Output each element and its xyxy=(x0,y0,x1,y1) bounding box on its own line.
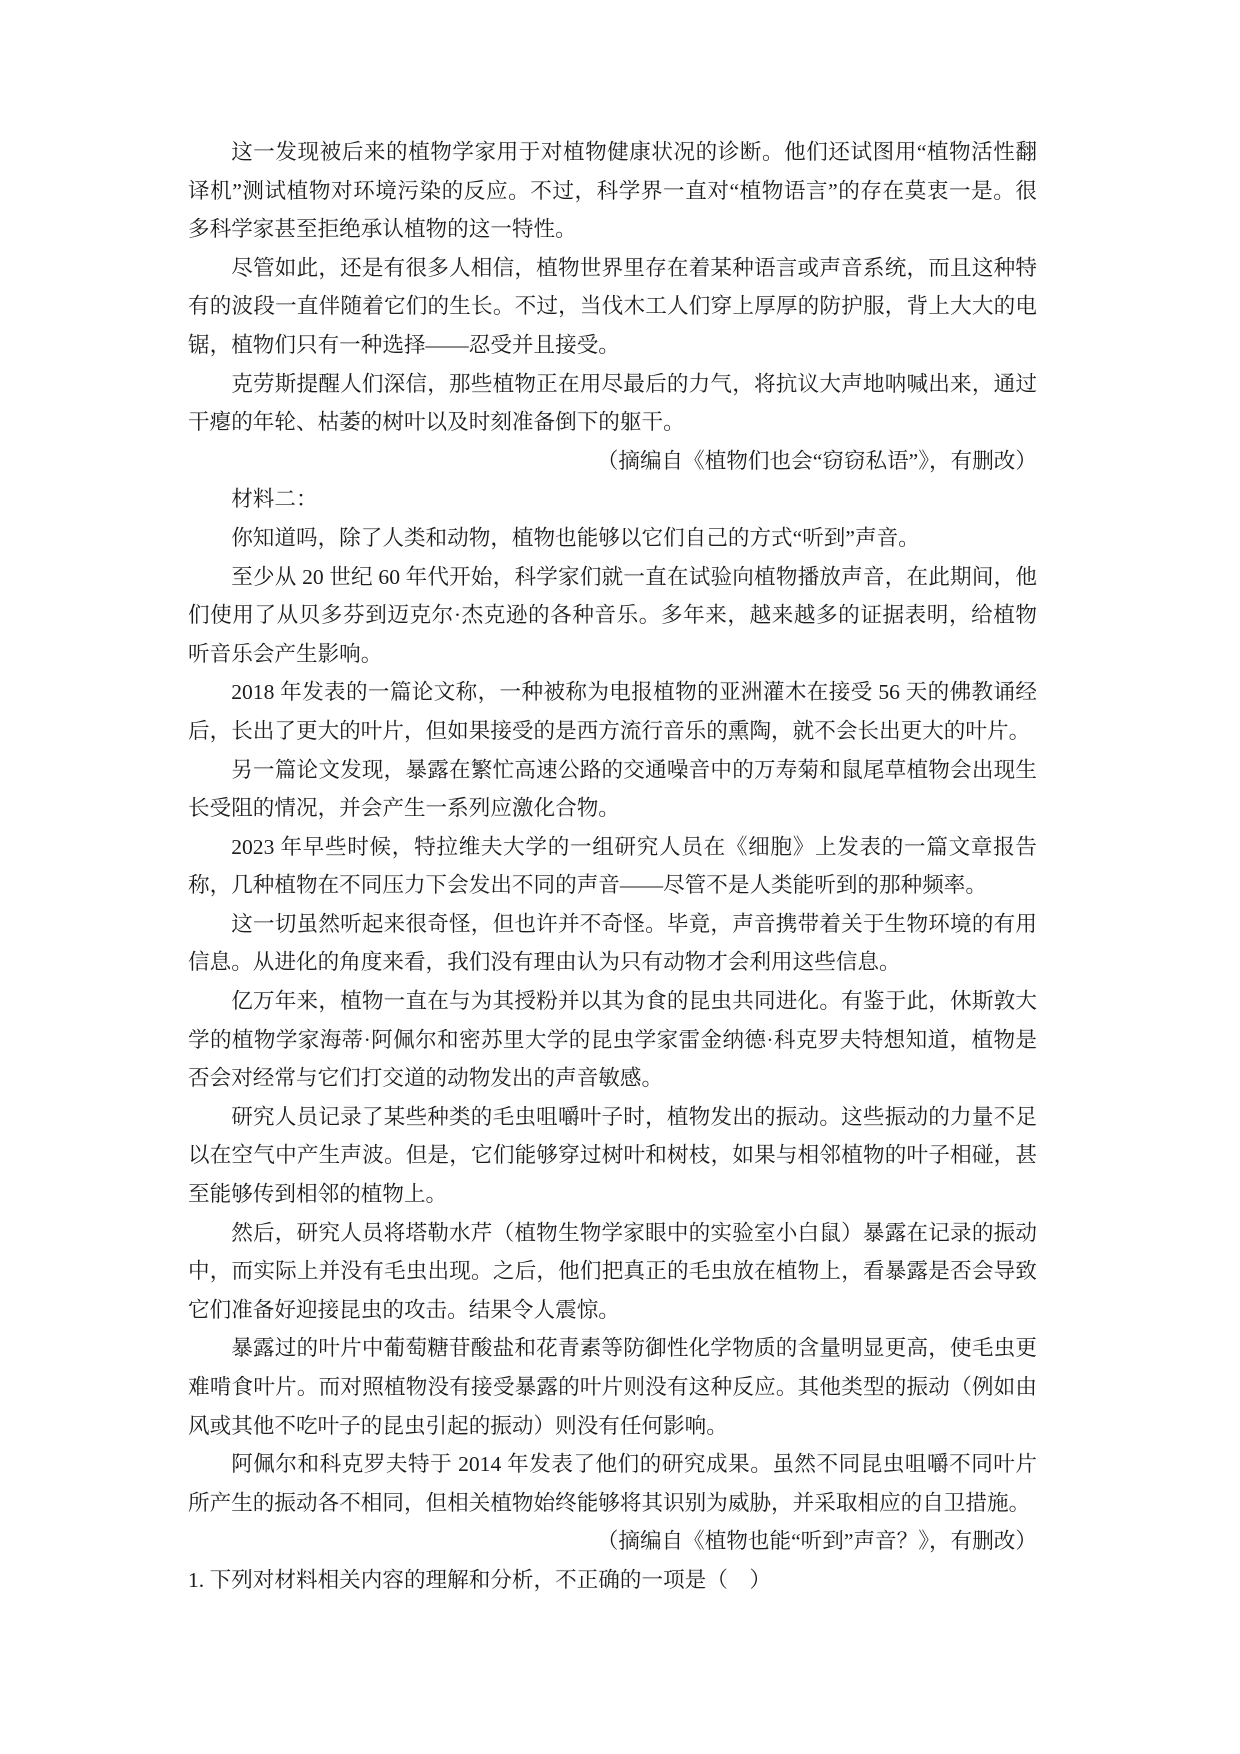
material-two-source: （摘编自《植物也能“听到”声音？》，有删改） xyxy=(596,1529,1037,1554)
material-one-source: （摘编自《植物们也会“窃窃私语”》，有删改） xyxy=(596,448,1037,473)
material-two-paragraph-10: 暴露过的叶片中葡萄糖苷酸盐和花青素等防御性化学物质的含量明显更高，使毛虫更难啃食叶片。而对照植物没有接受暴露的叶片则没有这种反应。其他类型的振动（例如由风或其他不吃叶子的昆虫引起的振动）则没有任何影响。 xyxy=(188,1336,1037,1438)
material-one-paragraph-3: 克劳斯提醒人们深信，那些植物正在用尽最后的力气，将抗议大声地呐喊出来，通过干瘪的年轮、枯萎的树叶以及时刻准备倒下的躯干。 xyxy=(188,371,1037,435)
material-one-paragraph-1: 这一发现被后来的植物学家用于对植物健康状况的诊断。他们还试图用“植物活性翻译机”测试植物对环境污染的反应。不过，科学界一直对“植物语言”的存在莫衷一是。很多科学家甚至拒绝承认植物的这一特性。 xyxy=(188,140,1037,242)
material-two-paragraph-2: 至少从 20 世纪 60 年代开始，科学家们就一直在试验向植物播放声音，在此期间，他们使用了从贝多芬到迈克尔·杰克逊的各种音乐。多年来，越来越多的证据表明，给植物听音乐会产生影响。 xyxy=(188,564,1037,666)
material-two-paragraph-11: 阿佩尔和科克罗夫特于 2014 年发表了他们的研究成果。虽然不同昆虫咀嚼不同叶片所产生的振动各不相同，但相关植物始终能够将其识别为威胁，并采取相应的自卫措施。 xyxy=(188,1452,1037,1515)
question-1: 1. 下列对材料相关内容的理解和分析，不正确的一项是（ ） xyxy=(188,1567,772,1592)
material-one-paragraph-2: 尽管如此，还是有很多人相信，植物世界里存在着某种语言或声音系统，而且这种特有的波段一直伴随着它们的生长。不过，当伐木工人们穿上厚厚的防护服，背上大大的电锯，植物们只有一种选择——忍受并且接受。 xyxy=(188,255,1037,357)
material-two-paragraph-8: 研究人员记录了某些种类的毛虫咀嚼叶子时，植物发出的振动。这些振动的力量不足以在空气中产生声波。但是，它们能够穿过树叶和树枝，如果与相邻植物的叶子相碰，甚至能够传到相邻的植物上。 xyxy=(188,1104,1037,1207)
material-two-paragraph-9: 然后，研究人员将塔勒水芹（植物生物学家眼中的实验室小白鼠）暴露在记录的振动中，而实际上并没有毛虫出现。之后，他们把真正的毛虫放在植物上，看暴露是否会导致它们准备好迎接昆虫的攻击。结果令人震惊。 xyxy=(188,1220,1037,1322)
material-two-heading: 材料二： xyxy=(231,487,318,512)
material-two-paragraph-7: 亿万年来，植物一直在与为其授粉并以其为食的昆虫共同进化。有鉴于此，休斯敦大学的植物学家海蒂·阿佩尔和密苏里大学的昆虫学家雷金纳德·科克罗夫特想知道，植物是否会对经常与它们打交道的动物发出的声音敏感。 xyxy=(188,989,1037,1091)
material-two-paragraph-6: 这一切虽然听起来很奇怪，但也许并不奇怪。毕竟，声音携带着关于生物环境的有用信息。从进化的角度来看，我们没有理由认为只有动物才会利用这些信息。 xyxy=(188,911,1037,975)
reading-passage xyxy=(188,133,1037,1600)
material-two-paragraph-1: 你知道吗，除了人类和动物，植物也能够以它们自己的方式“听到”声音。 xyxy=(231,525,920,550)
material-two-paragraph-5: 2023 年早些时候，特拉维夫大学的一组研究人员在《细胞》上发表的一篇文章报告称，几种植物在不同压力下会发出不同的声音——尽管不是人类能听到的那种频率。 xyxy=(188,834,1037,898)
material-two-paragraph-4: 另一篇论文发现，暴露在繁忙高速公路的交通噪音中的万寿菊和鼠尾草植物会出现生长受阻的情况，并会产生一系列应激化合物。 xyxy=(188,757,1037,821)
material-two-paragraph-3: 2018 年发表的一篇论文称，一种被称为电报植物的亚洲灌木在接受 56 天的佛教诵经后，长出了更大的叶片，但如果接受的是西方流行音乐的熏陶，就不会长出更大的叶片。 xyxy=(188,680,1037,743)
